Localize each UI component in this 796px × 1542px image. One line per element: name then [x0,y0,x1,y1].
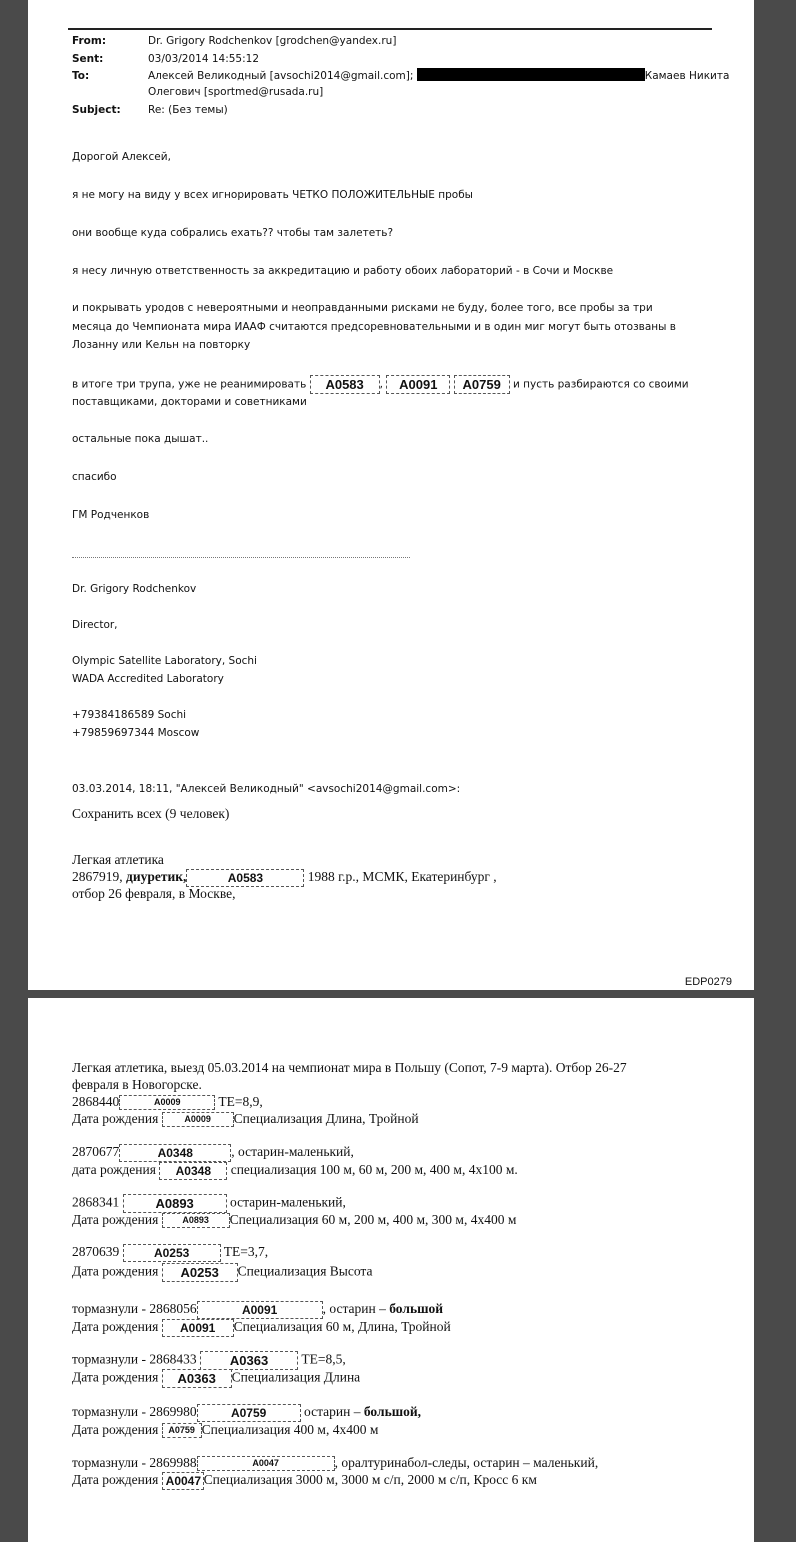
signature-phone2: +79859697344 Moscow [72,727,200,739]
entry-note: остарин-маленький, [230,1194,346,1210]
entry-note: , остарин – [322,1301,390,1317]
subject-label: Subject: [72,104,121,116]
entry-line1 [72,1455,598,1471]
header-rule [68,28,712,30]
code-box: A0091 [162,1319,234,1337]
comma: , [379,378,383,391]
entry-id: 2870639 [72,1244,120,1260]
entry-line2 [72,1472,537,1490]
quoted-section: Легкая атлетика [72,852,164,867]
code-box: A0583 [186,869,304,887]
paragraph-5-line2: поставщиками, докторами и советниками [72,396,307,408]
code-box: A0759 [162,1423,202,1438]
entry-dob-label: Дата рождения [72,1422,159,1437]
redaction-bar [417,68,645,81]
entry-note: , оралтуринабол-следы, остарин – маленький, [334,1455,599,1470]
entry-line2 [72,1263,372,1282]
document-page-2 [28,998,754,1542]
entry-dob-label: Дата рождения [72,1472,159,1488]
from-label: From: [72,35,107,47]
paragraph-7: спасибо [72,471,117,483]
signature-phone1: +79384186589 Sochi [72,709,187,721]
entry-line1 [72,1144,354,1162]
sent-value: 03/03/2014 14:55:12 [148,53,260,65]
entry-id: 2868341 [72,1194,120,1210]
code-box: A0759 [197,1404,301,1422]
entry-line1 [72,1301,443,1319]
entry-line1 [72,1194,346,1213]
entry-dob-label: дата рождения [72,1162,156,1178]
code-box: A0047 [197,1456,335,1471]
entry-line2 [72,1369,360,1388]
code-box: A0363 [200,1351,298,1370]
code-box: A0047 [162,1472,204,1490]
entry-note: TE=8,5, [301,1351,346,1367]
code-box: A0009 [119,1095,215,1110]
code-box: A0893 [162,1213,230,1228]
entry-specialization: Специализация 400 м, 4х400 м [201,1422,379,1437]
document-id: EDP0279 [684,976,732,988]
quoted-header: 03.03.2014, 18:11, "Алексей Великодный" <avsochi2014@gmail.com>: [72,783,461,795]
entry-line2 [72,1319,451,1337]
paragraph-4-line2: месяца до Чемпионата мира ИААФ считаются предсоревновательными и в один миг могут быть отозваны в [72,321,676,333]
entry-line1 [72,1404,421,1422]
entry-note: остарин – [304,1404,364,1420]
entry-line1 [72,1351,346,1370]
code-box: A0583 [310,375,380,394]
signature-title: Director, [72,619,118,631]
entry-note: , остарин-маленький, [231,1144,354,1160]
to-value [148,68,729,82]
code-box: A0348 [159,1162,227,1180]
to-label: To: [72,70,90,82]
document-page-1 [28,0,754,990]
paragraph-1: я не могу на виду у всех игнорировать ЧЕТКО ПОЛОЖИТЕЛЬНЫЕ пробы [72,189,473,201]
entry-id: 2868440 [72,1094,120,1109]
paragraph-6: остальные пока дышат.. [72,433,209,445]
signature-short: ГМ Родченков [72,509,150,521]
entry-line2 [72,1212,516,1228]
entry-line2 [72,1162,518,1180]
entry-note-bold: большой [389,1301,444,1317]
code-box: A0009 [162,1112,234,1127]
greeting: Дорогой Алексей, [72,151,171,163]
entry-id: тормазнули - 2869980 [72,1404,197,1420]
entry-line2 [72,1422,378,1438]
entry-specialization: Специализация 60 м, 200 м, 400 м, 300 м, 4х400 м [229,1212,517,1227]
code-box: A0091 [197,1301,323,1319]
entry-id: тормазнули - 2869988 [72,1455,197,1470]
entry-specialization: Специализация Длина, Тройной [233,1111,419,1126]
code-box: A0348 [119,1144,231,1162]
entry-dob-label: Дата рождения [72,1263,159,1279]
sent-label: Sent: [72,53,104,65]
entry-note: TE=8,9, [218,1094,263,1109]
entry-dob-label: Дата рождения [72,1111,159,1126]
entry-specialization: Специализация 60 м, Длина, Тройной [233,1319,451,1335]
signature-separator [72,557,410,558]
entry-line1 [72,1094,263,1110]
intro-line2: февраля в Новогорске. [72,1077,202,1092]
from-value: Dr. Grigory Rodchenkov [grodchen@yandex.ru] [148,35,397,47]
entry-dob-label: Дата рождения [72,1212,159,1227]
paragraph-2: они вообще куда собрались ехать?? чтобы там залететь? [72,227,394,239]
entry-dob-label: Дата рождения [72,1319,159,1335]
entry-id: тормазнули - 2868056 [72,1301,197,1317]
paragraph-5-text: в итоге три трупа, уже не реанимировать [72,378,307,391]
paragraph-5-text: и пусть разбираются со своими [512,378,689,391]
quoted-save-all: Сохранить всех (9 человек) [72,806,230,821]
entry-specialization: Специализация 3000 м, 3000 м с/п, 2000 м с/п, Кросс 6 км [203,1472,537,1488]
record-substance: диуретик, [126,869,187,885]
code-box: A0893 [123,1194,227,1213]
signature-name: Dr. Grigory Rodchenkov [72,583,197,595]
entry-id: 2870677 [72,1144,120,1160]
entry-note: TE=3,7, [223,1244,269,1260]
to-recipient-3: Камаев Никита [644,70,730,82]
signature-lab1: Olympic Satellite Laboratory, Sochi [72,655,257,667]
entry-specialization: Специализация Длина [231,1369,361,1385]
signature-lab2: WADA Accredited Laboratory [72,673,224,685]
entry-id: тормазнули - 2868433 [72,1351,197,1367]
code-box: A0759 [454,375,510,394]
entry-specialization: специализация 100 м, 60 м, 200 м, 400 м, 4х100 м. [230,1162,518,1178]
record-details: 1988 г.р., МСМК, Екатеринбург , [307,869,497,885]
paragraph-4-line3: Лозанну или Кельн на повторку [72,339,251,351]
code-box: A0253 [162,1263,238,1282]
entry-line2 [72,1111,419,1127]
subject-value: Re: (Без темы) [148,104,228,116]
code-box: A0253 [123,1244,221,1262]
quoted-record-1-line2: отбор 26 февраля, в Москве, [72,886,236,901]
intro-line1: Легкая атлетика, выезд 05.03.2014 на чемпионат мира в Польшу (Сопот, 7-9 марта). Отбор 26-27 [72,1060,627,1075]
entry-dob-label: Дата рождения [72,1369,159,1385]
code-box: A0363 [162,1369,232,1388]
record-number: 2867919, [72,869,126,885]
quoted-record-1 [72,869,497,887]
paragraph-5-line1 [72,375,689,394]
entry-note-bold: большой, [363,1404,422,1420]
paragraph-4-line1: и покрывать уродов с невероятными и неоправданными рисками не буду, более того, все пробы за три [72,302,653,314]
entry-line1 [72,1244,268,1262]
to-value-line2: Олегович [sportmed@rusada.ru] [148,86,324,98]
code-box: A0091 [386,375,450,394]
entry-specialization: Специализация Высота [237,1263,373,1279]
to-recipient-1: Алексей Великодный [avsochi2014@gmail.com]; [148,70,414,82]
paragraph-3: я несу личную ответственность за аккредитацию и работу обоих лабораторий - в Сочи и Москве [72,265,614,277]
